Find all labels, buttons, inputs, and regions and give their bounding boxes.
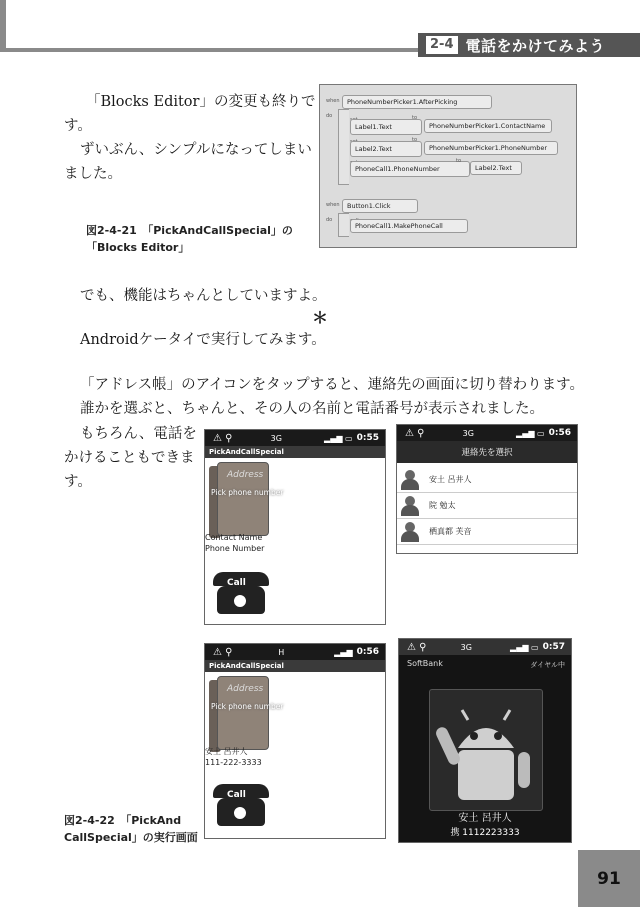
- status-bar: [205, 644, 385, 660]
- clock: 0:55: [356, 433, 379, 443]
- para3-line3: す。: [64, 474, 92, 490]
- when-label: when: [326, 98, 340, 104]
- avatar-icon: [401, 496, 419, 516]
- signal-icon: ▂▄▆: [334, 647, 353, 657]
- phone-number-value: 111-222-3333: [205, 758, 262, 767]
- clock: 0:57: [542, 642, 565, 652]
- signal-icon: ▂▄▆ ▭: [324, 433, 353, 443]
- contact-row[interactable]: [397, 493, 577, 519]
- warning-icon: ⚠ ⚲: [213, 646, 233, 658]
- status-bar: [397, 425, 577, 441]
- call-label: Call: [227, 790, 246, 800]
- warning-icon: ⚠ ⚲: [213, 432, 233, 444]
- app-title-bar: PickAndCallSpecial: [205, 446, 385, 458]
- contact-row[interactable]: [397, 467, 577, 493]
- figure1-caption-line1: 図2-4-21 「PickAndCallSpecial」の: [86, 224, 293, 237]
- contact-row[interactable]: [397, 519, 577, 545]
- picker-title: 連絡先を選択: [397, 441, 577, 463]
- signal-icon: ▂▄▆ ▭: [510, 642, 539, 652]
- call-button[interactable]: [213, 784, 269, 828]
- phone-screen-dialing: [398, 638, 572, 843]
- header-left-bar: [0, 0, 6, 52]
- value-label2: Label2.Text: [470, 161, 522, 175]
- address-label: Address: [227, 684, 264, 694]
- phone-screen-app-picked: [204, 643, 386, 839]
- caller-number: 携 1112223333: [450, 828, 520, 838]
- section-number: 2-4: [426, 36, 458, 54]
- warning-icon: ⚠ ⚲: [407, 641, 427, 653]
- do-bracket-2: [338, 213, 349, 237]
- signal-icon: ▂▄▆ ▭: [516, 428, 545, 438]
- set-block-phonecall: PhoneCall1.PhoneNumber: [350, 161, 470, 177]
- phone-screen-app-initial: [204, 429, 386, 625]
- address-book-icon[interactable]: [209, 462, 267, 540]
- set-block-label1: Label1.Text: [350, 119, 422, 135]
- network-indicator: 3G: [462, 428, 474, 438]
- network-indicator: 3G: [460, 642, 472, 652]
- caller-name: 安土 呂井人: [458, 813, 512, 824]
- address-book-icon[interactable]: [209, 676, 267, 754]
- to-label-1: to: [412, 115, 418, 121]
- carrier-label: SoftBank: [407, 659, 443, 668]
- para2-line2: 誰かを選ぶと、ちゃんと、その人の名前と電話番号が表示されました。: [80, 401, 544, 417]
- event-block-button-click: Button1.Click: [342, 199, 418, 213]
- contact-name: 栖真都 芙音: [429, 527, 472, 536]
- para1-line3: ずいぶん、シンプルになってしまい: [80, 142, 312, 158]
- status-bar: [399, 639, 571, 655]
- value-phonenumber: PhoneNumberPicker1.PhoneNumber: [424, 141, 558, 155]
- contact-name-value: 安土 呂井人: [205, 747, 248, 756]
- call-label: Call: [227, 578, 246, 588]
- do-label-2: do: [326, 217, 333, 223]
- address-label: Address: [227, 470, 264, 480]
- contact-name: 安土 呂井人: [429, 475, 472, 484]
- call-button[interactable]: [213, 572, 269, 616]
- caller-photo-frame: [429, 689, 543, 811]
- status-bar: [205, 430, 385, 446]
- page-number: 91: [578, 850, 640, 907]
- warning-icon: ⚠ ⚲: [405, 427, 425, 439]
- pick-phone-number-button[interactable]: Pick phone number: [211, 702, 284, 711]
- para1-line2: す。: [64, 118, 92, 134]
- dialing-status: ダイヤル中: [530, 661, 565, 669]
- para2-line1: 「アドレス帳」のアイコンをタップすると、連絡先の画面に切り替わります。: [80, 377, 585, 393]
- network-indicator: H: [278, 647, 285, 657]
- section-title: 電話をかけてみよう: [465, 36, 606, 55]
- section-header: [418, 33, 640, 57]
- para3-line1: もちろん、電話を: [80, 426, 197, 442]
- when-label-2: when: [326, 202, 340, 208]
- phone-number-label: Phone Number: [205, 544, 265, 553]
- phone-screen-contact-picker: [396, 424, 578, 554]
- do-bracket: [338, 109, 349, 185]
- figure2-caption-line1: 図2-4-22 「PickAnd: [64, 814, 182, 827]
- asterisk-separator: ＊: [312, 308, 329, 327]
- call-block-makephonecall: PhoneCall1.MakePhoneCall: [350, 219, 468, 233]
- clock: 0:56: [356, 647, 379, 657]
- para1-line4: ました。: [64, 166, 122, 182]
- para1-line1: 「Blocks Editor」の変更も終りで: [86, 94, 316, 110]
- app-title-bar: PickAndCallSpecial: [205, 660, 385, 672]
- blocks-editor-screenshot: [319, 84, 577, 248]
- set-block-label2: Label2.Text: [350, 141, 422, 157]
- contact-name: 院 勉太: [429, 501, 456, 510]
- run-line: Androidケータイで実行してみます。: [80, 332, 326, 348]
- to-label-2: to: [412, 137, 418, 143]
- avatar-icon: [401, 470, 419, 490]
- event-block-afterpicking: PhoneNumberPicker1.AfterPicking: [342, 95, 492, 109]
- to-label-3: to: [456, 158, 462, 164]
- contact-name-label: Contact Name: [205, 533, 263, 542]
- para3-line2: かけることもできま: [64, 450, 195, 466]
- clock: 0:56: [548, 428, 571, 438]
- figure2-caption-line2: CallSpecial」の実行画面: [64, 831, 198, 844]
- value-contactname: PhoneNumberPicker1.ContactName: [424, 119, 552, 133]
- do-label: do: [326, 113, 333, 119]
- android-robot-icon: [430, 690, 542, 810]
- figure1-caption-line2: 「Blocks Editor」: [86, 241, 190, 254]
- network-indicator: 3G: [270, 433, 282, 443]
- avatar-icon: [401, 522, 419, 542]
- pick-phone-number-button[interactable]: Pick phone number: [211, 488, 284, 497]
- demo-line: でも、機能はちゃんとしていますよ。: [80, 288, 327, 304]
